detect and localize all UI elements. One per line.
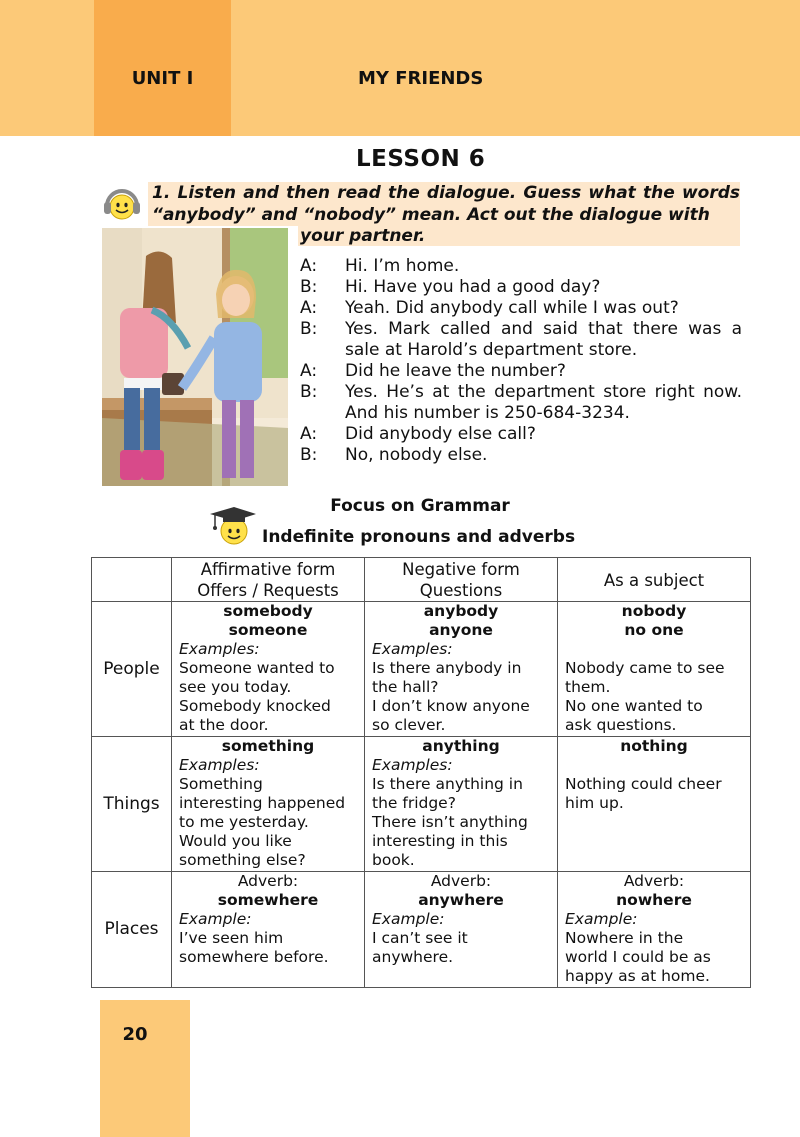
table-cell: nothing Nothing could cheer him up. <box>558 737 751 872</box>
table-cell: nobody no one Nobody came to see them. No one wanted to ask questions. <box>558 602 751 737</box>
page-number: 20 <box>122 1024 148 1045</box>
row-label: Things <box>92 737 172 872</box>
table-cell: anybody anyone Examples: Is there anybody in the hall? I don’t know anyone so clever. <box>365 602 558 737</box>
speaker: B: <box>300 382 318 402</box>
indefinite-pronouns-table <box>91 557 751 988</box>
table-header-row <box>92 558 751 602</box>
unit-label: UNIT I <box>131 68 194 89</box>
line-text: Hi. I’m home. <box>345 256 460 276</box>
speaker: B: <box>300 319 318 339</box>
table-row-things <box>92 737 751 872</box>
task-line1: 1. Listen and then read the dialogue. Guess what the words “anybody” and “nobody” mean. Act out the dialogue with <box>152 183 740 225</box>
header-affirmative: Affirmative form Offers / Requests <box>172 558 365 602</box>
line-text: No, nobody else. <box>345 445 488 465</box>
speaker: A: <box>300 424 318 444</box>
table-cell: Adverb: nowhere Example: Nowhere in the world I could be as happy as at home. <box>558 872 751 988</box>
table-row-places <box>92 872 751 988</box>
speaker: B: <box>300 277 318 297</box>
dialogue-line <box>300 424 742 445</box>
dialogue-line <box>300 382 742 424</box>
headphones-smiley-icon <box>102 184 142 224</box>
dialogue-line <box>300 445 742 466</box>
dialogue-line <box>300 319 742 361</box>
two-girls-illustration <box>102 228 288 486</box>
header-subject: As a subject <box>558 558 751 602</box>
table-cell: somebody someone Examples: Someone wanted to see you today. Somebody knocked at the door. <box>172 602 365 737</box>
table-cell: anything Examples: Is there anything in the fridge? There isn’t anything interesting in this book. <box>365 737 558 872</box>
speaker: A: <box>300 298 318 318</box>
page-number-tab <box>100 1000 190 1137</box>
empty-header-cell <box>92 558 172 602</box>
line-text: Yes. Mark called and said that there was a sale at Harold’s department store. <box>345 319 742 360</box>
grammar-heading: Focus on Grammar <box>330 496 510 516</box>
row-label: People <box>92 602 172 737</box>
graduation-cap-smiley-icon <box>207 505 257 547</box>
task-line2: your partner. <box>300 226 426 246</box>
line-text: Did anybody else call? <box>345 424 536 444</box>
lesson-title: LESSON 6 <box>356 146 486 172</box>
grammar-subtitle: Indefinite pronouns and adverbs <box>262 527 576 547</box>
row-label: Places <box>92 872 172 988</box>
speaker: B: <box>300 445 318 465</box>
dialogue-line <box>300 277 742 298</box>
line-text: Yes. He’s at the department store right now. And his number is 250-684-3234. <box>345 382 742 423</box>
table-row-people <box>92 602 751 737</box>
unit-title: MY FRIENDS <box>358 68 484 89</box>
line-text: Did he leave the number? <box>345 361 566 381</box>
dialogue-line <box>300 256 742 277</box>
line-text: Yeah. Did anybody call while I was out? <box>345 298 679 318</box>
speaker: A: <box>300 361 318 381</box>
table-cell: something Examples: Something interesting happened to me yesterday. Would you like something else? <box>172 737 365 872</box>
header-negative: Negative form Questions <box>365 558 558 602</box>
speaker: A: <box>300 256 318 276</box>
table-cell: Adverb: anywhere Example: I can’t see it anywhere. <box>365 872 558 988</box>
line-text: Hi. Have you had a good day? <box>345 277 601 297</box>
table-cell: Adverb: somewhere Example: I’ve seen him somewhere before. <box>172 872 365 988</box>
dialogue-line <box>300 298 742 319</box>
dialogue-line <box>300 361 742 382</box>
dialogue <box>300 256 742 466</box>
